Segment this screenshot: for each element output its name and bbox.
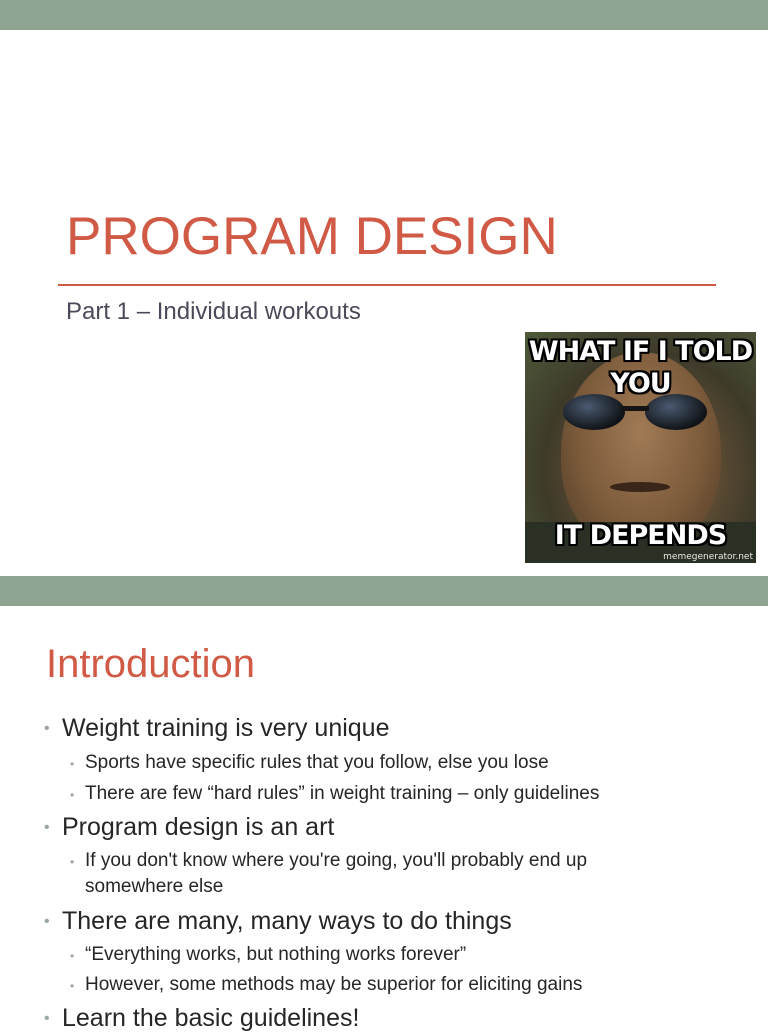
meme-top-caption-line2: YOU: [610, 368, 671, 399]
slide-subtitle: Part 1 – Individual workouts: [66, 298, 361, 325]
title-slide: [0, 30, 768, 576]
meme-top-caption-line1: WHAT IF I TOLD: [528, 336, 753, 367]
sunglasses-bridge: [621, 406, 649, 411]
sub-bullet-text: There are few “hard rules” in weight training – only guidelines: [85, 783, 600, 804]
meme-top-caption: [525, 336, 756, 400]
slide-title: PROGRAM DESIGN: [66, 207, 558, 266]
sub-bullet-text: If you don't know where you're going, you'll probably end up: [85, 850, 588, 871]
bullet-text: There are many, many ways to do things: [62, 907, 512, 935]
bullet-text: Program design is an art: [62, 813, 335, 841]
top-divider-bar: [0, 0, 768, 30]
slide-divider-bar: [0, 576, 768, 606]
introduction-slide: [0, 606, 768, 1032]
meme-credit: memegenerator.net: [663, 552, 753, 562]
bullet-text: Weight training is very unique: [62, 714, 390, 742]
meme-image: [525, 332, 756, 563]
bullet-text: Learn the basic guidelines!: [62, 1004, 360, 1032]
slide-heading: Introduction: [46, 642, 256, 686]
meme-bottom-caption: IT DEPENDS: [554, 520, 727, 551]
title-underline: [58, 284, 716, 286]
sub-bullet-text: “Everything works, but nothing works forever”: [85, 944, 467, 965]
meme-mouth: [610, 482, 670, 492]
sub-bullet-text: somewhere else: [85, 876, 224, 897]
sub-bullet-text: Sports have specific rules that you follow, else you lose: [85, 752, 549, 773]
sub-bullet-text: However, some methods may be superior for eliciting gains: [85, 974, 583, 995]
